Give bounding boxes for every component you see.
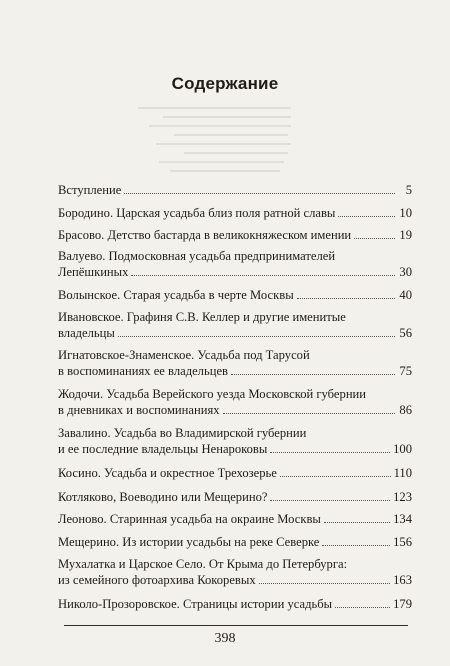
footer-rule (64, 625, 408, 626)
toc-entry-page: 156 (393, 534, 412, 549)
toc-entry-title: Жодочи. Усадьба Верейского уезда Московской губернии (58, 387, 367, 401)
toc-entry[interactable] (58, 287, 412, 303)
toc-entry[interactable] (58, 227, 412, 243)
dot-leader (338, 205, 395, 217)
dot-leader (259, 573, 390, 585)
toc-entry-title: Брасово. Детство бастарда в великокняжеском имении (58, 227, 352, 242)
dot-leader (124, 182, 395, 194)
toc-entry-title: Косино. Усадьба и окрестное Трехозерье (58, 465, 277, 480)
toc-entry-title: Николо-Прозоровское. Страницы истории усадьбы (58, 596, 333, 611)
toc-entry-title: Мухалатка и Царское Село. От Крыма до Петербурга: (58, 557, 348, 571)
toc-entry-page: 5 (405, 182, 412, 197)
toc-entry[interactable] (58, 534, 412, 550)
toc-entry[interactable] (58, 205, 412, 221)
toc-entry-page: 123 (393, 489, 412, 504)
toc-entry-page: 86 (399, 403, 412, 418)
toc-entry-page: 56 (399, 326, 412, 341)
toc-entry-page: 110 (393, 465, 412, 480)
toc-entry[interactable] (58, 310, 412, 342)
dot-leader (118, 326, 395, 338)
dot-leader (354, 227, 395, 239)
toc-entry-page: 179 (393, 596, 412, 611)
toc-entry-page: 134 (393, 511, 412, 526)
page-number: 398 (214, 631, 236, 646)
toc-entry-title: в дневниках и воспоминаниях (58, 403, 220, 418)
toc-entry[interactable] (58, 465, 412, 481)
toc-entry-title: Бородино. Царская усадьба близ поля ратной славы (58, 205, 336, 220)
toc-entry[interactable] (58, 426, 412, 458)
dot-leader (223, 403, 395, 415)
toc-entry-page: 100 (393, 442, 412, 457)
toc-entry[interactable] (58, 511, 412, 527)
toc-entry-page: 75 (399, 364, 412, 379)
toc-entry-title: Леоново. Старинная усадьба на окраине Москвы (58, 511, 321, 526)
dot-leader (231, 364, 395, 376)
dot-leader (280, 465, 391, 477)
toc-entry-title: Котляково, Воеводино или Мещерино? (58, 489, 268, 504)
dot-leader (335, 596, 390, 608)
toc-entry-title: и ее последние владельцы Ненароковы (58, 442, 268, 457)
toc-entry-title: Игнатовское-Знаменское. Усадьба под Тарусой (58, 348, 310, 362)
dot-leader (297, 287, 395, 299)
toc-entry-title: Вступление (58, 182, 122, 197)
toc-entry[interactable] (58, 182, 412, 198)
toc-entry-title: Мещерино. Из истории усадьбы на реке Северке (58, 534, 320, 549)
show-through-text (138, 100, 316, 178)
toc-entry-title: Ивановское. Графиня С.В. Келлер и другие именитые (58, 310, 346, 324)
dot-leader (131, 265, 395, 277)
toc-entry-title: в воспоминаниях ее владельцев (58, 364, 228, 379)
dot-leader (322, 534, 390, 546)
toc-entry-page: 30 (399, 265, 412, 280)
dot-leader (270, 442, 390, 454)
toc-entry-page: 10 (399, 205, 412, 220)
toc-entry-page: 163 (393, 573, 412, 588)
toc-entry[interactable] (58, 348, 412, 380)
page-title: Содержание (171, 74, 279, 93)
toc-entry-page: 40 (399, 287, 412, 302)
toc-entry-title: Волынское. Старая усадьба в черте Москвы (58, 287, 294, 302)
toc-entry-title: из семейного фотоархива Кокоревых (58, 573, 256, 588)
toc-entry[interactable] (58, 557, 412, 589)
dot-leader (270, 489, 390, 501)
toc-entry[interactable] (58, 249, 412, 281)
dot-leader (324, 511, 390, 523)
toc-entry[interactable] (58, 489, 412, 505)
toc-entry-page: 19 (399, 227, 412, 242)
toc-entry[interactable] (58, 387, 412, 419)
toc-entry-title: Завалино. Усадьба во Владимирской губернии (58, 426, 307, 440)
toc-entry[interactable] (58, 596, 412, 612)
toc-entry-title: Валуево. Подмосковная усадьба предпринимателей (58, 249, 336, 263)
toc-entry-title: владельцы (58, 326, 115, 341)
toc-entry-title: Лепёшкиных (58, 265, 129, 280)
